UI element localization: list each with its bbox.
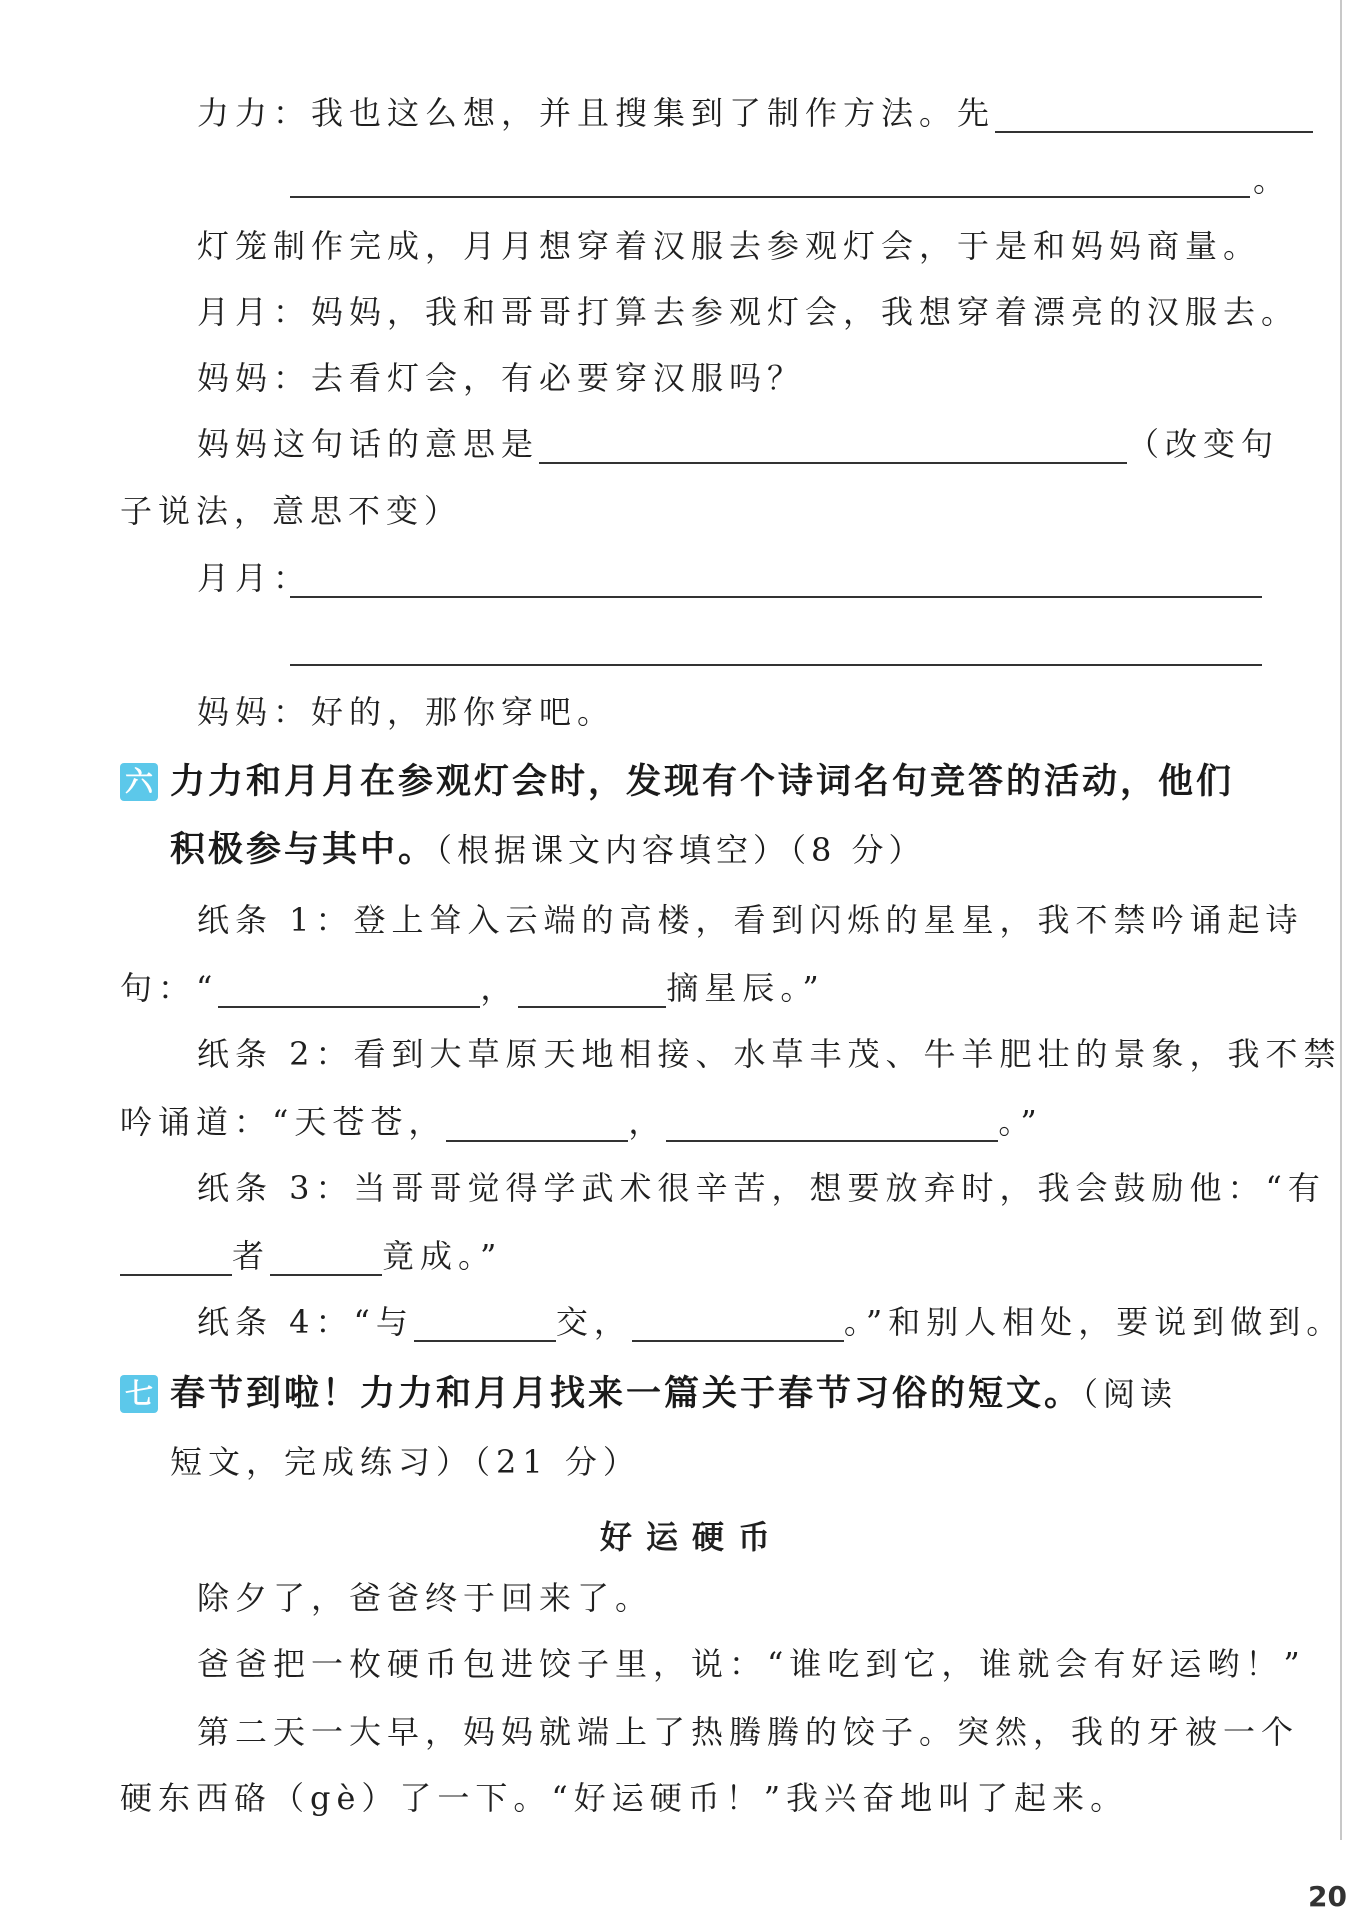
answer-blank[interactable] (446, 1106, 628, 1142)
section-six-heading-cont (170, 828, 926, 872)
lili-line (197, 93, 1313, 133)
yueyue-label: 月月： (197, 559, 312, 597)
note2-prefix: 吟诵道：“天苍苍， (120, 1103, 447, 1141)
answer-blank[interactable] (414, 1306, 556, 1342)
story-paragraph-3-cont: 硬东西硌（gè）了一下。“好运硬币！”我兴奋地叫了起来。 (120, 1779, 1129, 1817)
note4-line (197, 1302, 1344, 1342)
note2-mid: ， (628, 1103, 667, 1141)
note3-suffix: 竟成。” (382, 1237, 503, 1275)
answer-blank[interactable] (518, 972, 666, 1008)
story-paragraph-3: 第二天一大早，妈妈就端上了热腾腾的饺子。突然，我的牙被一个 (197, 1713, 1300, 1751)
note1-mid: ， (480, 969, 519, 1007)
answer-blank[interactable] (632, 1306, 844, 1342)
mama-meaning-cont: 子说法，意思不变） (120, 492, 463, 530)
section-seven-heading-text: 春节到啦！力力和月月找来一篇关于春节习俗的短文。 (170, 1374, 1083, 1414)
answer-blank[interactable] (290, 628, 1262, 666)
note1-blank-line (120, 968, 825, 1008)
note3-mid: 者 (232, 1237, 271, 1275)
lili-text: 力力：我也这么想，并且搜集到了制作方法。先 (197, 94, 996, 132)
note3-blank-line (120, 1236, 502, 1276)
answer-blank[interactable] (995, 97, 1313, 133)
section-six-note: （根据课文内容填空）（8 分） (436, 831, 926, 869)
mama-line-2: 妈妈：好的，那你穿吧。 (197, 693, 616, 731)
page-number: 20 (1308, 1880, 1347, 1913)
note4-suffix: 。”和别人相处，要说到做到。 (843, 1303, 1345, 1341)
note3-line: 纸条 3：当哥哥觉得学武术很辛苦，想要放弃时，我会鼓励他：“有 (197, 1169, 1326, 1207)
note2-suffix: 。” (998, 1103, 1043, 1141)
section-seven-heading (170, 1372, 1177, 1416)
answer-blank[interactable] (539, 428, 1127, 464)
answer-blank[interactable] (270, 1240, 382, 1276)
note2-blank-line (120, 1102, 1043, 1142)
mama-meaning-suffix: （改变句 (1127, 425, 1280, 463)
mama-meaning-line (197, 424, 1279, 464)
answer-blank[interactable] (666, 1106, 998, 1142)
story-title: 好运硬币 (600, 1518, 785, 1556)
narration-line: 灯笼制作完成，月月想穿着汉服去参观灯会，于是和妈妈商量。 (197, 227, 1262, 265)
note1-prefix: 句：“ (120, 969, 219, 1007)
section-six-badge: 六 (120, 763, 158, 801)
story-paragraph-2: 爸爸把一枚硬币包进饺子里，说：“谁吃到它，谁就会有好运哟！” (197, 1645, 1306, 1683)
section-seven-note: （阅读 (1082, 1375, 1178, 1413)
section-six-heading-line2: 积极参与其中。 (170, 830, 437, 870)
note4-mid: 交， (555, 1303, 632, 1341)
answer-blank[interactable] (218, 972, 480, 1008)
mama-meaning-prefix: 妈妈这句话的意思是 (197, 425, 540, 463)
section-six-heading: 力力和月月在参观灯会时，发现有个诗词名句竞答的活动，他们 (170, 762, 1235, 802)
mama-line: 妈妈：去看灯会，有必要穿汉服吗？ (197, 359, 806, 397)
story-paragraph-1: 除夕了，爸爸终于回来了。 (197, 1579, 654, 1617)
answer-blank[interactable] (290, 160, 1250, 198)
note1-suffix: 摘星辰。” (666, 969, 825, 1007)
note4-prefix: 纸条 4：“与 (197, 1303, 414, 1341)
answer-blank[interactable] (120, 1240, 232, 1276)
answer-blank[interactable] (290, 560, 1262, 598)
page-edge-rule (1340, 0, 1342, 1840)
note1-line: 纸条 1：登上耸入云端的高楼，看到闪烁的星星，我不禁吟诵起诗 (197, 901, 1304, 939)
yueyue-line: 月月：妈妈，我和哥哥打算去参观灯会，我想穿着漂亮的汉服去。 (197, 293, 1300, 331)
blank-period: 。 (1253, 161, 1292, 199)
section-seven-note-cont: 短文，完成练习）（21 分） (170, 1443, 641, 1481)
note2-line: 纸条 2：看到大草原天地相接、水草丰茂、牛羊肥壮的景象，我不禁 (197, 1035, 1342, 1073)
section-seven-badge: 七 (120, 1375, 158, 1413)
